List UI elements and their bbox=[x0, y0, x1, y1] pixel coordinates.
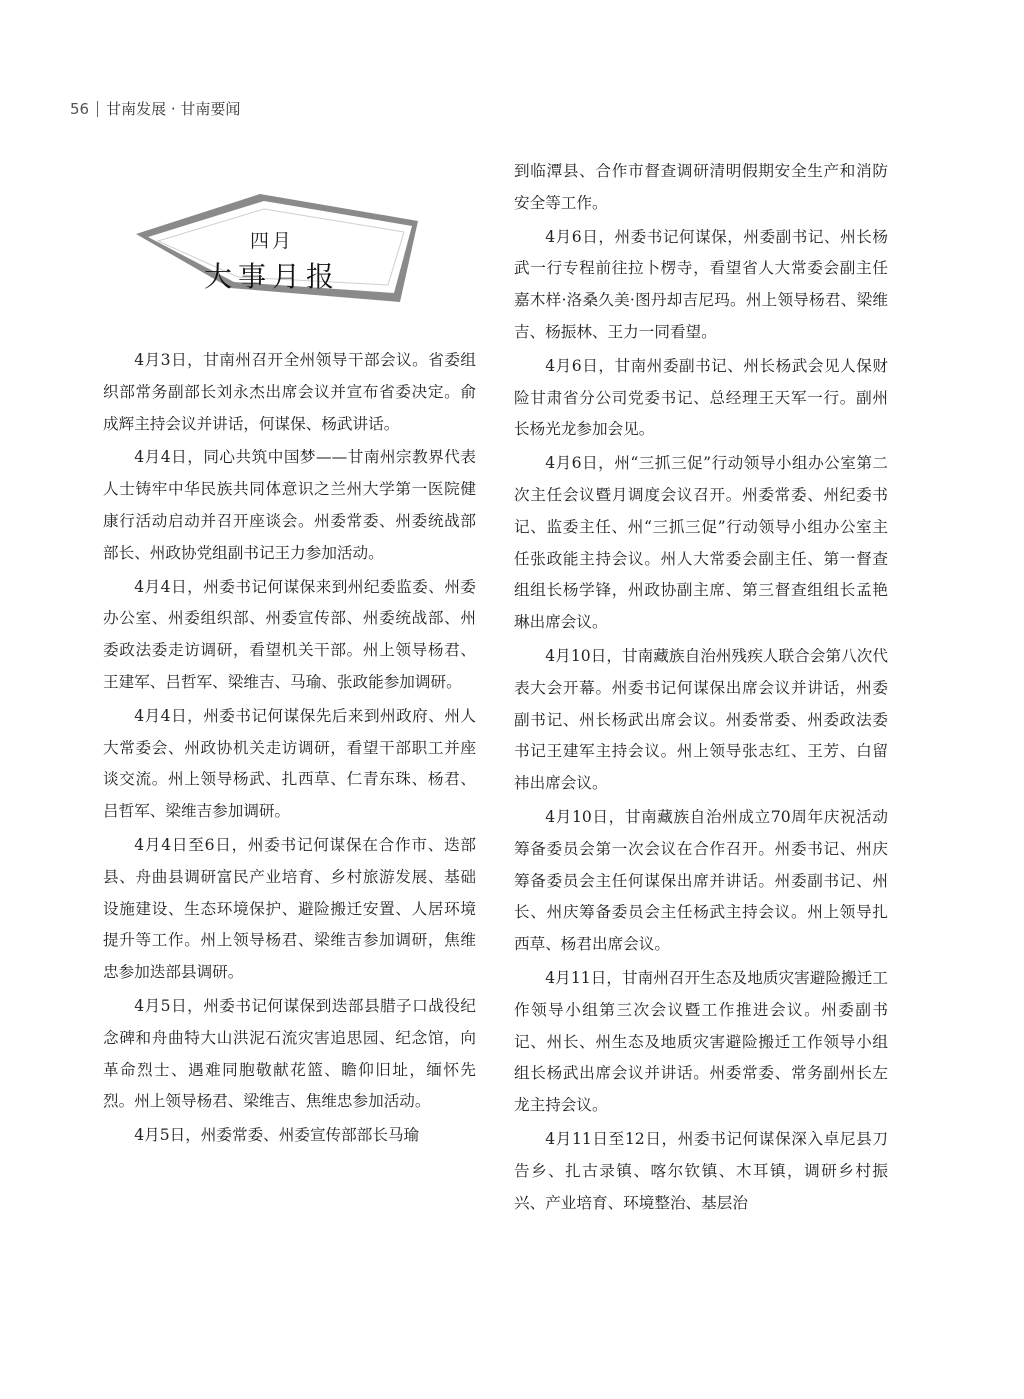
page-number: 56 bbox=[70, 100, 90, 118]
banner-title bbox=[192, 226, 352, 295]
news-item: 4月4日，州委书记何谋保先后来到州政府、州人大常委会、州政协机关走访调研，看望干部职工并座谈交流。州上领导杨武、扎西草、仁青东珠、杨君、吕哲军、梁维吉参加调研。 bbox=[103, 706, 476, 821]
news-item: 4月6日，甘南州委副书记、州长杨武会见人保财险甘肃省分公司党委书记、总经理王天军一行。副州长杨光龙参加会见。 bbox=[514, 356, 888, 439]
news-item: 4月6日，州委书记何谋保，州委副书记、州长杨武一行专程前往拉卜楞寺，看望省人大常委会副主任嘉木样·洛桑久美·图丹却吉尼玛。州上领导杨君、梁维吉、杨振林、王力一同看望。 bbox=[514, 227, 888, 341]
news-item: 4月4日，同心共筑中国梦——甘南州宗教界代表人士铸牢中华民族共同体意识之兰州大学第一医院健康行活动启动并召开座谈会。州委常委、州委统战部部长、州政协党组副书记王力参加活动。 bbox=[103, 448, 476, 562]
header-divider bbox=[97, 101, 98, 117]
banner-month: 四月 bbox=[249, 230, 294, 252]
banner-heading: 大事月报 bbox=[203, 260, 340, 293]
news-item: 4月11日，甘南州召开生态及地质灾害避险搬迁工作领导小组第三次会议暨工作推进会议。州委副书记、州长、州生态及地质灾害避险搬迁工作领导小组组长杨武出席会议并讲话。州委常委、常务副州长左龙主持会议。 bbox=[514, 968, 888, 1115]
section-title: 甘南发展 · 甘南要闻 bbox=[106, 100, 241, 118]
page-header bbox=[70, 98, 240, 119]
right-column bbox=[514, 156, 888, 1221]
news-item: 4月5日，州委书记何谋保到迭部县腊子口战役纪念碑和舟曲特大山洪泥石流灾害追思园、纪念馆，向革命烈士、遇难同胞敬献花篮、瞻仰旧址，缅怀先烈。州上领导杨君、梁维吉、焦维忠参加活动。 bbox=[103, 996, 476, 1111]
news-item: 4月4日，州委书记何谋保来到州纪委监委、州委办公室、州委组织部、州委宣传部、州委统战部、州委政法委走访调研，看望机关干部。州上领导杨君、王建军、吕哲军、梁维吉、马瑜、张政能参加调研。 bbox=[103, 577, 476, 691]
news-item: 4月3日，甘南州召开全州领导干部会议。省委组织部常务副部长刘永杰出席会议并宣布省委决定。俞成辉主持会议并讲话，何谋保、杨武讲话。 bbox=[103, 351, 476, 433]
news-item: 4月10日，甘南藏族自治州成立70周年庆祝活动筹备委员会第一次会议在合作召开。州委书记、州庆筹备委员会主任何谋保出席并讲话。州委副书记、州长、州庆筹备委员会主任杨武主持会议。州上领导扎西草、杨君出席会议。 bbox=[514, 807, 888, 954]
left-column bbox=[103, 345, 476, 1154]
news-item: 4月11日至12日，州委书记何谋保深入卓尼县刀告乡、扎古录镇、喀尔钦镇、木耳镇，调研乡村振兴、产业培育、环境整治、基层治 bbox=[514, 1129, 888, 1212]
news-item-continuation: 到临潭县、合作市督查调研清明假期安全生产和消防安全等工作。 bbox=[514, 162, 888, 212]
news-item: 4月4日至6日，州委书记何谋保在合作市、迭部县、舟曲县调研富民产业培育、乡村旅游发展、基础设施建设、生态环境保护、避险搬迁安置、人居环境提升等工作。州上领导杨君、梁维吉参加调研，焦维忠参加迭部县调研。 bbox=[103, 835, 476, 982]
news-item: 4月10日，甘南藏族自治州残疾人联合会第八次代表大会开幕。州委书记何谋保出席会议并讲话，州委副书记、州长杨武出席会议。州委常委、州委政法委书记王建军主持会议。州上领导张志红、王芳、白留祎出席会议。 bbox=[514, 646, 888, 793]
news-item: 4月5日，州委常委、州委宣传部部长马瑜 bbox=[134, 1126, 420, 1145]
news-item: 4月6日，州“三抓三促”行动领导小组办公室第二次主任会议暨月调度会议召开。州委常委、州纪委书记、监委主任、州“三抓三促”行动领导小组办公室主任张政能主持会议。州人大常委会副主任、第一督查组组长杨学锋，州政协副主席、第三督查组组长孟艳琳出席会议。 bbox=[514, 454, 888, 632]
